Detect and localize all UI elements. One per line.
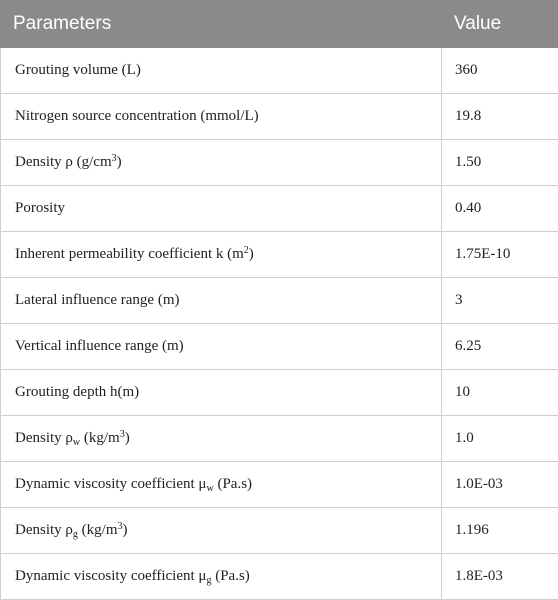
table-row <box>1 554 558 600</box>
param-label <box>1 278 442 324</box>
table-row <box>1 278 558 324</box>
label-text: Density ρ <box>15 430 73 446</box>
param-label <box>1 508 442 554</box>
label-text: Vertical influence range (m) <box>15 338 184 354</box>
header-row <box>1 1 558 48</box>
param-value: 10 <box>442 370 558 416</box>
label-text: Grouting depth h(m) <box>15 384 139 400</box>
table-row <box>1 324 558 370</box>
label-text-mid: (kg/m <box>78 522 118 538</box>
label-text-end: ) <box>249 246 254 262</box>
table-row <box>1 48 558 94</box>
param-label <box>1 48 442 94</box>
param-value: 6.25 <box>442 324 558 370</box>
table-row <box>1 140 558 186</box>
param-label <box>1 416 442 462</box>
param-value: 1.8E-03 <box>442 554 558 600</box>
param-label <box>1 186 442 232</box>
param-value: 0.40 <box>442 186 558 232</box>
param-label <box>1 232 442 278</box>
label-text-end: ) <box>125 430 130 446</box>
param-value: 1.196 <box>442 508 558 554</box>
label-text: Dynamic viscosity coefficient μ <box>15 568 206 584</box>
table-row <box>1 462 558 508</box>
header-parameters: Parameters <box>1 1 442 48</box>
label-text: Density ρ (g/cm <box>15 154 112 170</box>
param-value: 1.0E-03 <box>442 462 558 508</box>
param-value: 360 <box>442 48 558 94</box>
label-superscript: 3 <box>118 521 123 532</box>
label-text: Inherent permeability coefficient k (m <box>15 246 244 262</box>
label-superscript: 3 <box>112 153 117 164</box>
label-superscript: 3 <box>120 429 125 440</box>
param-label <box>1 554 442 600</box>
label-subscript: w <box>206 483 213 494</box>
param-value: 3 <box>442 278 558 324</box>
label-superscript: 2 <box>244 245 249 256</box>
label-text-end: (Pa.s) <box>214 476 252 492</box>
label-text-end: ) <box>117 154 122 170</box>
table-row <box>1 508 558 554</box>
table-row <box>1 186 558 232</box>
label-text: Density ρ <box>15 522 73 538</box>
header-value: Value <box>442 1 558 48</box>
label-subscript: g <box>206 575 211 586</box>
label-subscript: w <box>73 437 80 448</box>
param-value: 1.0 <box>442 416 558 462</box>
label-text: Grouting volume (L) <box>15 62 141 78</box>
label-text-end: ) <box>123 522 128 538</box>
table-row <box>1 232 558 278</box>
param-value: 1.75E-10 <box>442 232 558 278</box>
param-label <box>1 94 442 140</box>
label-subscript: g <box>73 529 78 540</box>
param-value: 1.50 <box>442 140 558 186</box>
param-label <box>1 370 442 416</box>
param-label <box>1 140 442 186</box>
label-text: Lateral influence range (m) <box>15 292 180 308</box>
label-text: Porosity <box>15 200 65 216</box>
param-label <box>1 462 442 508</box>
param-value: 19.8 <box>442 94 558 140</box>
label-text-end: (Pa.s) <box>211 568 249 584</box>
param-label <box>1 324 442 370</box>
label-text: Nitrogen source concentration (mmol/L) <box>15 108 259 124</box>
label-text: Dynamic viscosity coefficient μ <box>15 476 206 492</box>
table-row <box>1 416 558 462</box>
label-text-mid: (kg/m <box>80 430 120 446</box>
table-row <box>1 370 558 416</box>
table-row <box>1 94 558 140</box>
